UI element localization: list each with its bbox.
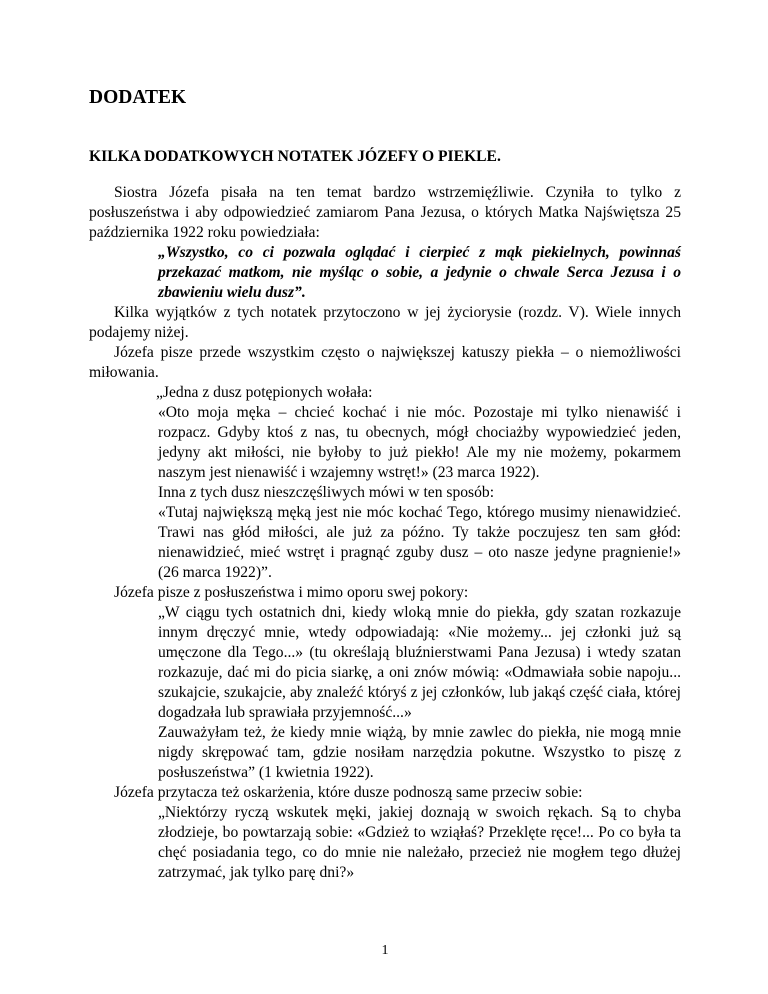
paragraph: Józefa pisze z posłuszeństwa i mimo oporu swej pokory: bbox=[114, 584, 469, 601]
paragraph: Józefa pisze przede wszystkim często o największej katuszy piekła – o niemożliwości miłowania. bbox=[89, 344, 681, 381]
quote-block: Zauważyłam też, że kiedy mnie wiążą, by mnie zawlec do piekła, nie mogą mnie nigdy skrępować tam, gdzie nosiłam narzędzia pokutne. Wszystko to piszę z posłuszeństwa” (1 kwietnia 1922). bbox=[158, 724, 681, 781]
document-body bbox=[89, 183, 681, 883]
paragraph: Siostra Józefa pisała na ten temat bardzo wstrzemięźliwie. Czyniła to tylko z posłuszeństwa i aby odpowiedzieć zamiarom Pana Jezusa, o których Matka Najświętsza 25 października 1922 roku powiedziała: bbox=[89, 184, 681, 241]
paragraph: Józefa przytacza też oskarżenia, które dusze podnoszą same przeciw sobie: bbox=[114, 784, 583, 801]
quote-block: «Oto moja męka – chcieć kochać i nie móc. Pozostaje mi tylko nienawiść i rozpacz. Gdyby ktoś z nas, tu obecnych, mógł chociażby wypowiedzieć jeden, jedyny akt miłości, nie byłoby to już piekło! Ale my nie możemy, pokarmem naszym jest nienawiść i wzajemny wstręt!» (23 marca 1922). bbox=[158, 404, 681, 481]
quote-block: „Niektórzy ryczą wskutek męki, jakiej doznają w swoich rękach. Są to chyba złodzieje, bo powtarzają sobie: «Gdzież to wziąłaś? Przeklęte ręce!... Po co była ta chęć posiadania tego, co do mnie nie należało, przecież nie mogłem tego dłużej zatrzymać, jak tylko parę dni?» bbox=[158, 804, 681, 881]
section-subtitle: KILKA DODATKOWYCH NOTATEK JÓZEFY O PIEKLE. bbox=[89, 148, 501, 165]
page-number: 1 bbox=[381, 943, 389, 958]
paragraph: Kilka wyjątków z tych notatek przytoczono w jej życiorysie (rozdz. V). Wiele innych podajemy niżej. bbox=[89, 304, 681, 341]
quote-block: «Tutaj największą męką jest nie móc kochać Tego, którego musimy nienawidzieć. Trawi nas głód miłości, ale już za późno. Ty także poczujesz ten sam głód: nienawidzieć, mieć wstręt i pragnąć zguby dusz – oto nasze jedyne pragnienie!» (26 marca 1922)”. bbox=[158, 504, 681, 581]
document-title: DODATEK bbox=[89, 87, 187, 108]
quote-block: „W ciągu tych ostatnich dni, kiedy wloką mnie do piekła, gdy szatan rozkazuje innym dręczyć mnie, wtedy odpowiadają: «Nie możemy... jej członki już są umęczone dla Tego...» (tu określają bluźnierstwami Pana Jezusa) i wtedy szatan rozkazuje, dać mi do picia siarkę, a oni znów mówią: «Odmawiała sobie napoju... szukajcie, szukajcie, aby znaleźć któryś z jej członków, lub jakąś część ciała, której dogadzała lub sprawiała przyjemność...» bbox=[158, 604, 681, 721]
quote-lead: Inna z tych dusz nieszczęśliwych mówi w ten sposób: bbox=[158, 484, 495, 501]
quote-lead: „Jedna z dusz potępionych wołała: bbox=[156, 384, 373, 401]
quote-italic: „Wszystko, co ci pozwala oglądać i cierpieć z mąk piekielnych, powinnaś przekazać matkom, nie myśląc o sobie, a jedynie o chwale Serca Jezusa i o zbawieniu wielu dusz”. bbox=[158, 244, 681, 301]
document-page bbox=[89, 0, 681, 994]
